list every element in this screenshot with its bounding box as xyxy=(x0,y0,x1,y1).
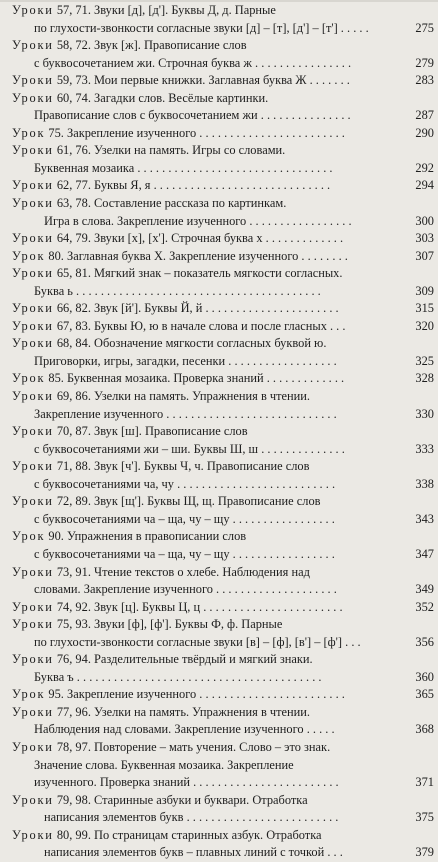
toc-line xyxy=(12,265,434,283)
lesson-label: Уроки xyxy=(12,178,54,193)
lesson-label: Уроки xyxy=(12,73,54,88)
entry-text: написания элементов букв . . . . . . . . . . . . . . . . . . . . . . . . . xyxy=(44,810,339,825)
toc-line xyxy=(12,406,434,424)
entry-text: Игра в слова. Закрепление изученного . . . . . . . . . . . . . . . . . xyxy=(44,213,352,228)
toc-line xyxy=(12,107,434,125)
lesson-label: Уроки xyxy=(12,38,54,53)
toc-line xyxy=(12,160,434,178)
entry-text: 74, 92. Звук [ц]. Буквы Ц, ц . . . . . . . . . . . . . . . . . . . . . . . xyxy=(56,599,343,614)
entry-text: 69, 86. Узелки на память. Упражнения в чтении. xyxy=(56,389,311,404)
entry-text: 80, 99. По страницам старинных азбук. Отработка xyxy=(56,827,322,842)
entry-text: 78, 97. Повторение – мать учения. Слово – это знак. xyxy=(56,739,331,754)
page-number: 300 xyxy=(412,213,434,231)
entry-text: 90. Упражнения в правописании слов xyxy=(48,529,247,544)
toc-line xyxy=(12,55,434,73)
page-number: 290 xyxy=(412,125,434,143)
page-number: 283 xyxy=(412,72,434,90)
toc-line xyxy=(12,616,434,634)
toc-line xyxy=(12,177,434,195)
page-number: 330 xyxy=(412,406,434,424)
lesson-label: Уроки xyxy=(12,599,54,614)
toc-line xyxy=(12,564,434,582)
entry-text: 70, 87. Звук [ш]. Правописание слов xyxy=(56,424,248,439)
page-number: 352 xyxy=(412,599,434,617)
lesson-label: Уроки xyxy=(12,459,54,474)
toc-line xyxy=(12,353,434,371)
entry-text: 65, 81. Мягкий знак – показатель мягкости согласных. xyxy=(56,266,343,281)
page-number: 275 xyxy=(412,20,434,38)
toc-line xyxy=(12,441,434,459)
page-number: 294 xyxy=(412,177,434,195)
lesson-label: Уроки xyxy=(12,617,54,632)
lesson-label: Уроки xyxy=(12,389,54,404)
lesson-label: Уроки xyxy=(12,652,54,667)
toc-line xyxy=(12,195,434,213)
entry-text: 68, 84. Обозначение мягкости согласных буквой ю. xyxy=(56,336,327,351)
toc-line xyxy=(12,142,434,160)
table-of-contents xyxy=(12,2,434,862)
entry-text: 64, 79. Звуки [х], [х']. Строчная буква х . . . . . . . . . . . . . xyxy=(56,231,344,246)
entry-text: 79, 98. Старинные азбуки и буквари. Отработка xyxy=(56,792,308,807)
entry-text: 66, 82. Звук [й']. Буквы Й, й . . . . . . . . . . . . . . . . . . . . . . xyxy=(56,301,339,316)
toc-line xyxy=(12,318,434,336)
toc-line xyxy=(12,335,434,353)
page-number: 365 xyxy=(412,686,434,704)
entry-text: изученного. Проверка знаний . . . . . . . . . . . . . . . . . . . . . . . . xyxy=(34,775,339,790)
entry-text: 62, 77. Буквы Я, я . . . . . . . . . . . . . . . . . . . . . . . . . . . . . xyxy=(56,178,331,193)
toc-line xyxy=(12,248,434,266)
entry-text: 59, 73. Мои первые книжки. Заглавная буква Ж . . . . . . . xyxy=(56,73,350,88)
toc-line xyxy=(12,90,434,108)
lesson-label: Урок xyxy=(12,125,46,140)
entry-text: с буквосочетаниями жи – ши. Буквы Ш, ш . . . . . . . . . . . . . . xyxy=(34,441,345,456)
entry-text: Наблюдения над словами. Закрепление изученного . . . . . xyxy=(34,722,335,737)
toc-line xyxy=(12,792,434,810)
lesson-label: Урок xyxy=(12,687,46,702)
page-number: 309 xyxy=(412,283,434,301)
lesson-label: Уроки xyxy=(12,90,54,105)
entry-text: Буква ъ . . . . . . . . . . . . . . . . . . . . . . . . . . . . . . . . . . . . . . . . xyxy=(34,669,322,684)
toc-line xyxy=(12,388,434,406)
toc-line xyxy=(12,20,434,38)
page-number: 325 xyxy=(412,353,434,371)
entry-text: словами. Закрепление изученного . . . . . . . . . . . . . . . . . . . . xyxy=(34,582,337,597)
entry-text: 75. Закрепление изученного . . . . . . . . . . . . . . . . . . . . . . . . xyxy=(48,125,345,140)
page-number: 371 xyxy=(412,774,434,792)
toc-line xyxy=(12,721,434,739)
entry-text: Буквенная мозаика . . . . . . . . . . . . . . . . . . . . . . . . . . . . . . . . xyxy=(34,160,333,175)
entry-text: по глухости-звонкости согласные звуки [в] – [ф], [в'] – [ф'] . . . xyxy=(34,634,361,649)
entry-text: с буквосочетаниями ча – ща, чу – щу . . . . . . . . . . . . . . . . . xyxy=(34,511,335,526)
page-number: 375 xyxy=(412,809,434,827)
page-number: 320 xyxy=(412,318,434,336)
entry-text: 63, 78. Составление рассказа по картинкам. xyxy=(56,196,287,211)
page-number: 307 xyxy=(412,248,434,266)
page-number: 315 xyxy=(412,300,434,318)
toc-line xyxy=(12,283,434,301)
toc-line xyxy=(12,757,434,775)
page-number: 328 xyxy=(412,370,434,388)
lesson-label: Урок xyxy=(12,248,46,263)
toc-line xyxy=(12,213,434,231)
toc-line xyxy=(12,686,434,704)
lesson-label: Уроки xyxy=(12,424,54,439)
toc-line xyxy=(12,844,434,862)
page-number: 303 xyxy=(412,230,434,248)
toc-line xyxy=(12,72,434,90)
toc-line xyxy=(12,476,434,494)
lesson-label: Уроки xyxy=(12,301,54,316)
lesson-label: Уроки xyxy=(12,196,54,211)
page-number: 343 xyxy=(412,511,434,529)
page-number: 338 xyxy=(412,476,434,494)
entry-text: Значение слова. Буквенная мозаика. Закрепление xyxy=(34,757,294,772)
entry-text: с буквосочетаниями ча, чу . . . . . . . . . . . . . . . . . . . . . . . . . . xyxy=(34,476,336,491)
toc-line xyxy=(12,300,434,318)
lesson-label: Уроки xyxy=(12,143,54,158)
toc-line xyxy=(12,739,434,757)
toc-line xyxy=(12,774,434,792)
entry-text: 61, 76. Узелки на память. Игры со словами. xyxy=(56,143,286,158)
entry-text: Буква ь . . . . . . . . . . . . . . . . . . . . . . . . . . . . . . . . . . . . . . . . xyxy=(34,283,321,298)
toc-line xyxy=(12,2,434,20)
page-number: 356 xyxy=(412,634,434,652)
toc-line xyxy=(12,370,434,388)
lesson-label: Уроки xyxy=(12,336,54,351)
toc-line xyxy=(12,669,434,687)
toc-line xyxy=(12,511,434,529)
lesson-label: Уроки xyxy=(12,704,54,719)
entry-text: 77, 96. Узелки на память. Упражнения в чтении. xyxy=(56,704,311,719)
page-number: 279 xyxy=(412,55,434,73)
toc-line xyxy=(12,634,434,652)
entry-text: 80. Заглавная буква Х. Закрепление изученного . . . . . . . . xyxy=(48,248,348,263)
lesson-label: Урок xyxy=(12,529,46,544)
lesson-label: Уроки xyxy=(12,3,54,17)
entry-text: 57, 71. Звуки [д], [д']. Буквы Д, д. Парные xyxy=(56,3,276,17)
toc-line xyxy=(12,125,434,143)
entry-text: по глухости-звонкости согласные звуки [д] – [т], [д'] – [т'] . . . . . xyxy=(34,20,369,35)
page-number: 349 xyxy=(412,581,434,599)
entry-text: Приговорки, игры, загадки, песенки . . . . . . . . . . . . . . . . . . xyxy=(34,353,337,368)
entry-text: написания элементов букв – плавных линий с точкой . . . xyxy=(44,845,343,860)
toc-line xyxy=(12,546,434,564)
entry-text: 60, 74. Загадки слов. Весёлые картинки. xyxy=(56,90,269,105)
entry-text: 67, 83. Буквы Ю, ю в начале слова и после гласных . . . xyxy=(56,318,346,333)
entry-text: Закрепление изученного . . . . . . . . . . . . . . . . . . . . . . . . . . . . xyxy=(34,406,337,421)
toc-line xyxy=(12,493,434,511)
entry-text: 73, 91. Чтение текстов о хлебе. Наблюдения над xyxy=(56,564,310,579)
page-number: 333 xyxy=(412,441,434,459)
lesson-label: Уроки xyxy=(12,792,54,807)
page-number: 379 xyxy=(412,844,434,862)
toc-line xyxy=(12,458,434,476)
entry-text: 95. Закрепление изученного . . . . . . . . . . . . . . . . . . . . . . . . xyxy=(48,687,345,702)
toc-line xyxy=(12,599,434,617)
lesson-label: Уроки xyxy=(12,231,54,246)
lesson-label: Уроки xyxy=(12,827,54,842)
lesson-label: Уроки xyxy=(12,739,54,754)
lesson-label: Уроки xyxy=(12,318,54,333)
lesson-label: Уроки xyxy=(12,494,54,509)
toc-line xyxy=(12,827,434,845)
toc-line xyxy=(12,423,434,441)
entry-text: 72, 89. Звук [щ']. Буквы Щ, щ. Правописание слов xyxy=(56,494,321,509)
toc-line xyxy=(12,651,434,669)
entry-text: Правописание слов с буквосочетанием жи . . . . . . . . . . . . . . . xyxy=(34,108,351,123)
entry-text: с буквосочетаниями ча – ща, чу – щу . . . . . . . . . . . . . . . . . xyxy=(34,546,335,561)
toc-line xyxy=(12,528,434,546)
entry-text: 76, 94. Разделительные твёрдый и мягкий знаки. xyxy=(56,652,313,667)
page-number: 292 xyxy=(412,160,434,178)
entry-text: 85. Буквенная мозаика. Проверка знаний . . . . . . . . . . . . . xyxy=(48,371,345,386)
toc-line xyxy=(12,37,434,55)
lesson-label: Уроки xyxy=(12,266,54,281)
entry-text: 71, 88. Звук [ч']. Буквы Ч, ч. Правописание слов xyxy=(56,459,310,474)
entry-text: 75, 93. Звуки [ф], [ф']. Буквы Ф, ф. Парные xyxy=(56,617,283,632)
toc-line xyxy=(12,581,434,599)
page-number: 347 xyxy=(412,546,434,564)
page-number: 287 xyxy=(412,107,434,125)
page-number: 360 xyxy=(412,669,434,687)
lesson-label: Уроки xyxy=(12,564,54,579)
page-number: 368 xyxy=(412,721,434,739)
lesson-label: Урок xyxy=(12,371,46,386)
entry-text: с буквосочетанием жи. Строчная буква ж . . . . . . . . . . . . . . . . xyxy=(34,55,352,70)
entry-text: 58, 72. Звук [ж]. Правописание слов xyxy=(56,38,247,53)
toc-line xyxy=(12,230,434,248)
toc-line xyxy=(12,809,434,827)
